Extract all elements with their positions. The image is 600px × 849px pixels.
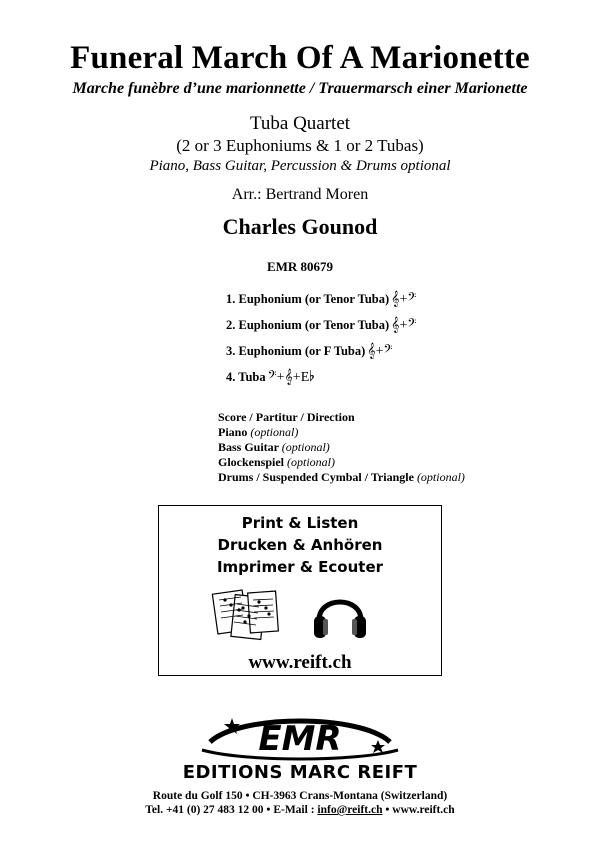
score-list (218, 410, 465, 485)
part-label: 3. Euphonium (or F Tuba) (226, 344, 366, 358)
parts-list (226, 292, 416, 396)
part-label: 4. Tuba (226, 370, 266, 384)
ensemble: Tuba Quartet (249, 113, 351, 134)
promo-line-3: Imprimer & Ecouter (216, 558, 384, 576)
clef-icon: 𝄞+𝄢 (391, 292, 417, 307)
optional-instruments: Piano, Bass Guitar, Percussion & Drums optional (149, 158, 451, 174)
edition-number: EMR 80679 (266, 259, 334, 274)
promo-line-2: Drucken & Anhören (217, 536, 383, 554)
emr-logo (150, 712, 450, 787)
publisher-name: EDITIONS MARC REIFT (182, 762, 418, 783)
clef-icon: 𝄞+𝄢 (391, 318, 417, 333)
score-item: Drums / Suspended Cymbal / Triangle (optional) (218, 470, 465, 484)
clef-icon: 𝄞+𝄢 (367, 344, 393, 359)
score-item: Piano (optional) (218, 425, 299, 439)
part-label: 1. Euphonium (or Tenor Tuba) (226, 292, 390, 306)
promo-line-1: Print & Listen (241, 514, 359, 532)
part-item (226, 344, 416, 370)
subtitle: Marche funèbre d’une marionnette / Trauermarsch einer Marionette (72, 80, 528, 97)
headphones-icon (309, 586, 371, 644)
part-item (226, 318, 416, 344)
score-item: Bass Guitar (optional) (218, 440, 330, 454)
print-listen-box[interactable] (158, 505, 442, 676)
arranger: Arr.: Bertrand Moren (231, 186, 369, 203)
score-item: Glockenspiel (optional) (218, 455, 336, 469)
sheet-music-icon (211, 586, 283, 644)
clef-icon: 𝄢+𝄞+E♭ (267, 370, 315, 385)
email-link[interactable]: info@reift.ch (317, 804, 383, 816)
part-label: 2. Euphonium (or Tenor Tuba) (226, 318, 390, 332)
website-link[interactable]: www.reift.ch (248, 652, 352, 673)
score-item: Score / Partitur / Direction (218, 410, 355, 424)
publisher-contact: Tel. +41 (0) 27 483 12 00 • E-Mail : info@reift.ch • www.reift.ch (145, 804, 455, 816)
part-item (226, 370, 416, 396)
svg-text:EMR: EMR (258, 719, 342, 759)
emr-logo-mark (150, 712, 450, 762)
composer: Charles Gounod (222, 214, 378, 239)
page-title: Funeral March Of A Marionette (70, 40, 530, 76)
publisher-address: Route du Golf 150 • CH-3963 Crans-Montana (Switzerland) (152, 790, 448, 802)
part-item (226, 292, 416, 318)
instrumentation: (2 or 3 Euphoniums & 1 or 2 Tubas) (176, 136, 424, 155)
